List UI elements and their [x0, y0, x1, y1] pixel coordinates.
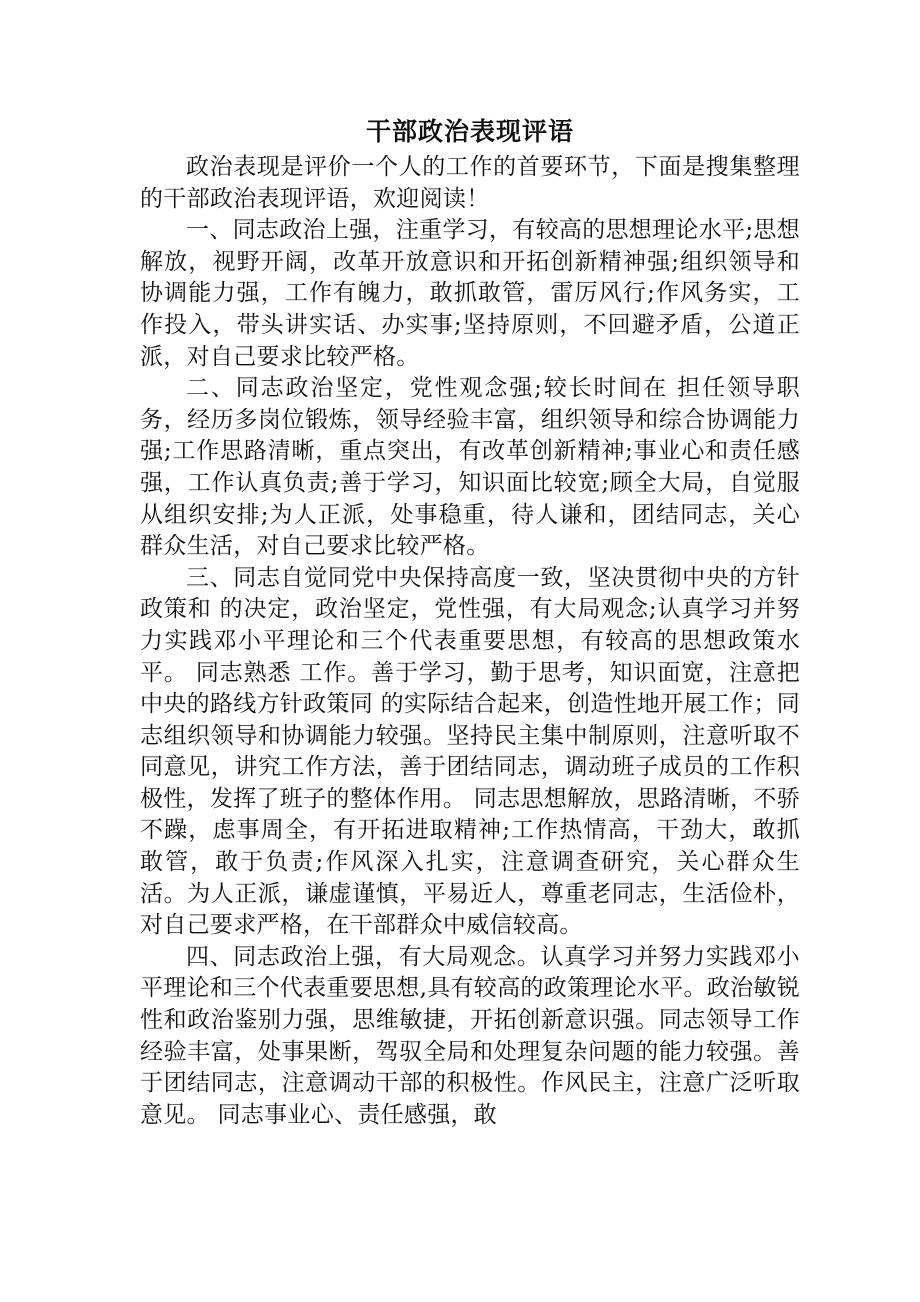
document-title: 干部政治表现评语: [365, 117, 574, 146]
paragraph-1: 一、同志政治上强，注重学习，有较高的思想理论水平;思想解放，视野开阔，改革开放意识和开拓创新精神强;组织领导和协调能力强，工作有魄力，敢抓敢管，雷厉风行;作风务实，工作投入，带头讲实话、办实事;坚持原则，不回避矛盾，公道正派，对自己要求比较严格。: [140, 217, 800, 370]
paragraph-4: 四、同志政治上强，有大局观念。认真学习并努力实践邓小平理论和三个代表重要思想,具有较高的政策理论水平。政治敏锐性和政治鉴别力强，思维敏捷，开拓创新意识强。同志领导工作经验丰富，处事果断，驾驭全局和处理复杂问题的能力较强。善于团结同志，注意调动干部的积极性。作风民主，注意广泛听取意见。 同志事业心、责任感强，敢: [140, 943, 801, 1128]
paragraph-2: 二、同志政治坚定，党性观念强;较长时间在 担任领导职务，经历多岗位锻炼，领导经验丰富，组织领导和综合协调能力强;工作思路清晰，重点突出，有改革创新精神;事业心和责任感强，工作认真负责;善于学习，知识面比较宽;顾全大局，自觉服从组织安排;为人正派，处事稳重，待人谦和，团结同志，关心群众生活，对自己要求比较严格。: [140, 375, 800, 560]
paragraph-3: 三、同志自觉同党中央保持高度一致，坚决贯彻中央的方针政策和 的决定，政治坚定，党性强，有大局观念;认真学习并努力实践邓小平理论和三个代表重要思想，有较高的思想政策水平。 同志熟悉 工作。善于学习，勤于思考，知识面宽，注意把中央的路线方针政策同 的实际结合起来，创造性地开展工作；同志组织领导和协调能力较强。坚持民主集中制原则，注意听取不同意见，讲究工作方法，善于团结同志，调动班子成员的工作积极性，发挥了班子的整体作用。 同志思想解放，思路清晰，不骄不躁，虑事周全，有开拓进取精神;工作热情高，干劲大，敢抓敢管，敢于负责;作风深入扎实，注意调查研究，关心群众生活。为人正派，谦虚谨慎，平易近人，尊重老同志，生活俭朴，对自己要求严格，在干部群众中威信较高。: [140, 564, 801, 939]
document-page: [140, 112, 800, 1131]
intro-paragraph: 政治表现是评价一个人的工作的首要环节，下面是搜集整理的干部政治表现评语，欢迎阅读！: [140, 154, 800, 212]
